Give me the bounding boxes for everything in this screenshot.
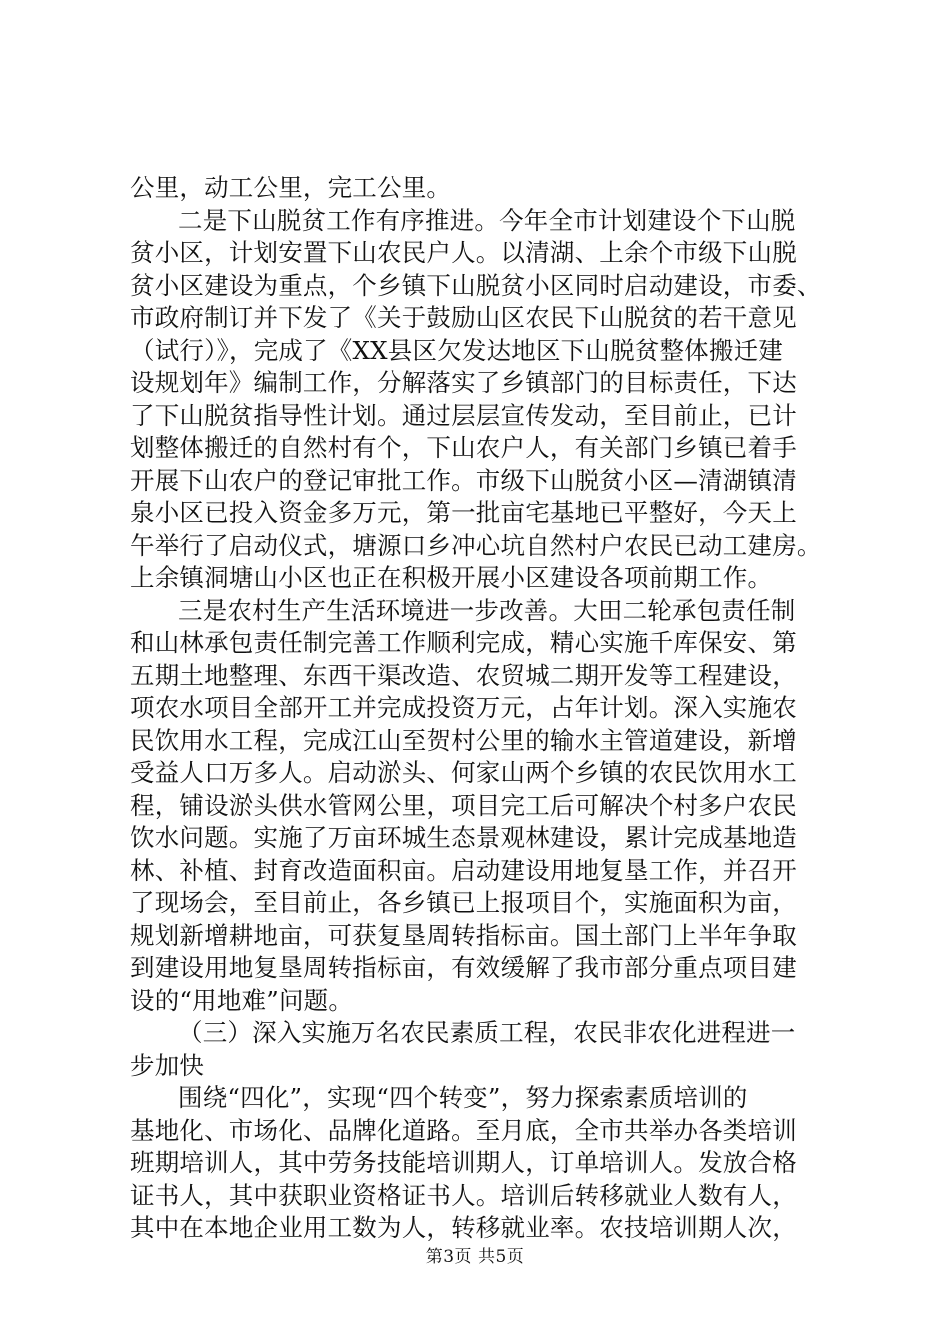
text-line: 上余镇洞塘山小区也正在积极开展小区建设各项前期工作。 — [130, 563, 773, 592]
text-line: 二是下山脱贫工作有序推进。今年全市计划建设个下山脱 — [178, 205, 796, 235]
text-line: 划整体搬迁的自然村有个，下山农户人，有关部门乡镇已着手 — [130, 433, 797, 462]
text-line: 证书人，其中获职业资格证书人。培训后转移就业人数有人， — [130, 1180, 797, 1210]
text-line: 设规划年》编制工作，分解落实了乡镇部门的目标责任，下达 — [130, 368, 797, 397]
text-line: 受益人口万多人。启动淤头、何家山两个乡镇的农民饮用水工 — [130, 758, 797, 787]
text-line: 开展下山农户的登记审批工作。市级下山脱贫小区—清湖镇清 — [130, 465, 797, 495]
text-line: 围绕“四化”，实现“四个转变”，努力探索素质培训的 — [178, 1083, 748, 1112]
text-line: 五期土地整理、东西干渠改造、农贸城二期开发等工程建设， — [130, 660, 797, 690]
text-line: 公里，动工公里，完工公里。 — [130, 173, 452, 202]
text-line: 泉小区已投入资金多万元，第一批亩宅基地已平整好，今天上 — [130, 498, 797, 527]
text-line: 班期培训人，其中劳务技能培训期人，订单培训人。发放合格 — [130, 1148, 797, 1177]
text-line: 了下山脱贫指导性计划。通过层层宣传发动，至目前止，已计 — [130, 400, 797, 430]
text-line: （试行）》，完成了《XX县区欠发达地区下山脱贫整体搬迁建 — [130, 335, 783, 365]
text-line: 民饮用水工程，完成江山至贺村公里的输水主管道建设，新增 — [130, 725, 797, 755]
text-line: 规划新增耕地亩，可获复垦周转指标亩。国土部门上半年争取 — [130, 920, 797, 950]
text-line: 三是农村生产生活环境进一步改善。大田二轮承包责任制 — [178, 595, 796, 625]
text-line: 和山林承包责任制完善工作顺利完成，精心实施千库保安、第 — [130, 628, 797, 657]
text-line: 程，铺设淤头供水管网公里，项目完工后可解决个村多户农民 — [130, 790, 797, 820]
text-line: （三）深入实施万名农民素质工程，农民非农化进程进一 — [178, 1018, 796, 1047]
text-line: 步加快 — [130, 1050, 205, 1080]
page-number: 第3页 共5页 — [425, 1247, 525, 1267]
text-line: 到建设用地复垦周转指标亩，有效缓解了我市部分重点项目建 — [130, 953, 797, 982]
text-line: 午举行了启动仪式，塘源口乡冲心坑自然村户农民已动工建房。 — [130, 530, 822, 560]
text-line: 饮水问题。实施了万亩环城生态景观林建设，累计完成基地造 — [130, 823, 797, 852]
text-line: 其中在本地企业用工数为人，转移就业率。农技培训期人次， — [130, 1213, 797, 1242]
text-line: 贫小区建设为重点，个乡镇下山脱贫小区同时启动建设，市委、 — [130, 270, 822, 300]
text-line: 了现场会，至目前止，各乡镇已上报项目个，实施面积为亩， — [130, 888, 797, 917]
page-footer — [0, 1247, 950, 1267]
text-line: 基地化、市场化、品牌化道路。至月底，全市共举办各类培训 — [130, 1115, 797, 1145]
text-line: 设的“用地难”问题。 — [130, 985, 354, 1015]
text-line: 市政府制订并下发了《关于鼓励山区农民下山脱贫的若干意见 — [130, 303, 797, 332]
text-line: 林、补植、封育改造面积亩。启动建设用地复垦工作，并召开 — [130, 855, 797, 885]
document-body — [130, 172, 830, 1245]
text-line: 项农水项目全部开工并完成投资万元，占年计划。深入实施农 — [130, 693, 797, 722]
text-line: 贫小区，计划安置下山农民户人。以清湖、上余个市级下山脱 — [130, 238, 797, 267]
